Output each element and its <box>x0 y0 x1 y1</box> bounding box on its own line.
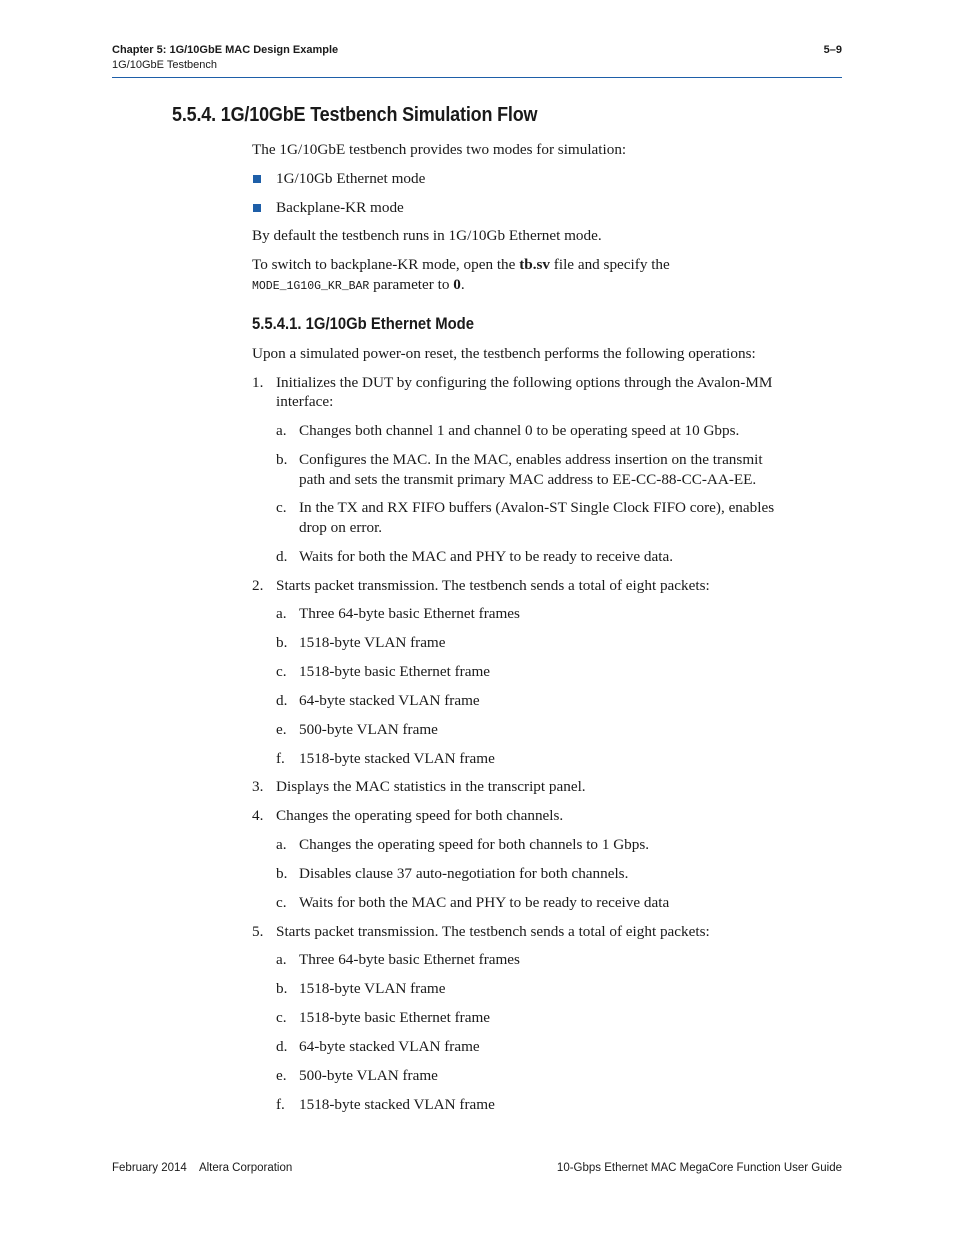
substep-letter: e. <box>276 721 287 738</box>
substep-letter: c. <box>276 894 287 911</box>
substep-text: 64-byte stacked VLAN frame <box>299 692 480 709</box>
substep-letter: b. <box>276 451 288 468</box>
substep-letter: c. <box>276 1009 287 1026</box>
substep-letter: a. <box>276 605 287 622</box>
substep-text: Configures the MAC. In the MAC, enables address insertion on the transmit <box>299 451 763 468</box>
header-divider <box>112 77 842 78</box>
substep-text: Changes both channel 1 and channel 0 to be operating speed at 10 Gbps. <box>299 422 740 439</box>
step-number: 5. <box>252 923 264 940</box>
substep-text: Changes the operating speed for both channels to 1 Gbps. <box>299 836 650 853</box>
substep-letter: a. <box>276 951 287 968</box>
substep-letter: a. <box>276 422 287 439</box>
substep-letter: b. <box>276 634 288 651</box>
substep-text: 1518-byte basic Ethernet frame <box>299 663 491 680</box>
substep-text: Three 64-byte basic Ethernet frames <box>299 605 520 622</box>
step-number: 4. <box>252 807 264 824</box>
substep-text: 1518-byte stacked VLAN frame <box>299 750 495 767</box>
substep-text: Waits for both the MAC and PHY to be ready to receive data. <box>299 548 673 565</box>
intro-paragraph: The 1G/10GbE testbench provides two modes for simulation: <box>252 141 627 158</box>
bullet-icon <box>253 204 261 212</box>
switch-text: file and specify the <box>550 256 670 273</box>
substep-letter: d. <box>276 1038 288 1055</box>
substep-text: 64-byte stacked VLAN frame <box>299 1038 480 1055</box>
step-number: 1. <box>252 374 264 391</box>
substep-letter: c. <box>276 663 287 680</box>
switch-text: To switch to backplane-KR mode, open the <box>252 256 520 273</box>
running-header-chapter: Chapter 5: 1G/10GbE MAC Design Example <box>112 44 339 56</box>
page-number: 5–9 <box>823 44 842 56</box>
step-text: Changes the operating speed for both channels. <box>276 807 564 824</box>
default-mode-paragraph: By default the testbench runs in 1G/10Gb Ethernet mode. <box>252 227 602 244</box>
substep-text: Waits for both the MAC and PHY to be ready to receive data <box>299 894 670 911</box>
substep-letter: f. <box>276 1096 285 1113</box>
substep-text: Disables clause 37 auto-negotiation for both channels. <box>299 865 629 882</box>
substep-letter: e. <box>276 1067 287 1084</box>
parameter-name: MODE_1G10G_KR_BAR <box>252 280 370 293</box>
substep-letter: f. <box>276 750 285 767</box>
step-text: Starts packet transmission. The testbench sends a total of eight packets: <box>276 577 710 594</box>
step-text: interface: <box>276 393 334 410</box>
footer-date-company: February 2014 Altera Corporation <box>112 1162 293 1174</box>
substep-text: 500-byte VLAN frame <box>299 721 438 738</box>
substep-letter: b. <box>276 865 288 882</box>
running-header-section: 1G/10GbE Testbench <box>112 59 217 71</box>
mode-item: 1G/10Gb Ethernet mode <box>276 170 426 187</box>
substep-text: 1518-byte basic Ethernet frame <box>299 1009 491 1026</box>
footer-guide-title: 10-Gbps Ethernet MAC MegaCore Function User Guide <box>556 1162 842 1174</box>
substep-text: 1518-byte VLAN frame <box>299 980 446 997</box>
step-number: 3. <box>252 778 264 795</box>
substep-text: drop on error. <box>299 519 383 536</box>
substep-text: 1518-byte VLAN frame <box>299 634 446 651</box>
substep-text: 1518-byte stacked VLAN frame <box>299 1096 495 1113</box>
step-text: Starts packet transmission. The testbench sends a total of eight packets: <box>276 923 710 940</box>
substep-text: path and sets the transmit primary MAC address to EE-CC-88-CC-AA-EE. <box>299 471 757 488</box>
step-text: Displays the MAC statistics in the transcript panel. <box>276 778 586 795</box>
mode-item: Backplane-KR mode <box>276 199 404 216</box>
step-number: 2. <box>252 577 264 594</box>
subsection-title: 5.5.4.1. 1G/10Gb Ethernet Mode <box>252 315 475 333</box>
substep-text: 500-byte VLAN frame <box>299 1067 438 1084</box>
substep-text: In the TX and RX FIFO buffers (Avalon-ST Single Clock FIFO core), enables <box>299 499 775 516</box>
switch-text: . <box>460 276 465 293</box>
subsection-intro: Upon a simulated power-on reset, the testbench performs the following operations: <box>252 345 756 362</box>
substep-text: Three 64-byte basic Ethernet frames <box>299 951 520 968</box>
parameter-value: 0 <box>453 276 461 293</box>
step-text: Initializes the DUT by configuring the following options through the Avalon-MM <box>276 374 773 391</box>
file-name: tb.sv <box>519 256 550 273</box>
switch-mode-paragraph-line2 <box>252 275 465 297</box>
substep-letter: a. <box>276 836 287 853</box>
substep-letter: d. <box>276 548 288 565</box>
bullet-icon <box>253 175 261 183</box>
switch-mode-paragraph <box>252 255 670 275</box>
substep-letter: d. <box>276 692 288 709</box>
switch-text: parameter to <box>369 276 454 293</box>
substep-letter: b. <box>276 980 288 997</box>
substep-letter: c. <box>276 499 287 516</box>
section-title: 5.5.4. 1G/10GbE Testbench Simulation Flow <box>172 104 538 126</box>
